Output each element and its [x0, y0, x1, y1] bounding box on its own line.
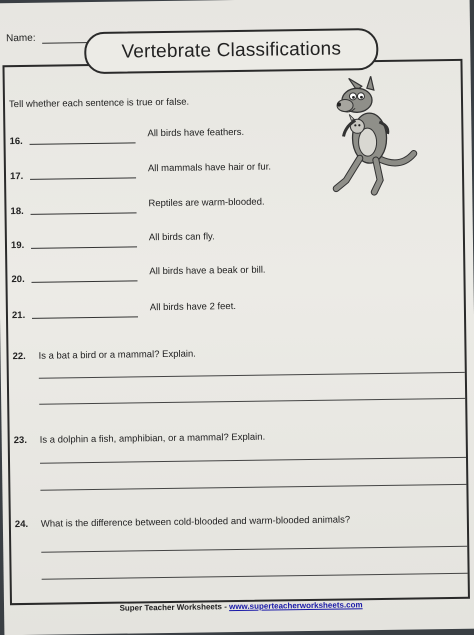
- footer-separator: -: [222, 602, 229, 611]
- tf-item-number: 19.: [11, 240, 24, 251]
- tf-item-text: All birds can fly.: [149, 231, 215, 243]
- footer-brand: Super Teacher Worksheets: [119, 602, 222, 612]
- tf-item-text: All birds have 2 feet.: [150, 301, 236, 313]
- title-box: [84, 28, 379, 74]
- tf-item-text: Reptiles are warm-blooded.: [148, 197, 264, 210]
- tf-item-text: All birds have a beak or bill.: [149, 265, 265, 278]
- question-text: Is a dolphin a fish, amphibian, or a mammal? Explain.: [40, 432, 266, 446]
- footer-link[interactable]: www.superteacherworksheets.com: [229, 600, 363, 611]
- question-number: 22.: [12, 351, 25, 362]
- tf-item-number: 16.: [9, 136, 22, 147]
- instructions: Tell whether each sentence is true or false.: [9, 97, 189, 111]
- question-text: What is the difference between cold-blooded and warm-blooded animals?: [41, 514, 350, 529]
- tf-item-number: 17.: [10, 171, 23, 182]
- name-label: Name:: [6, 33, 36, 44]
- question-text: Is a bat a bird or a mammal? Explain.: [38, 349, 195, 362]
- page-title: Vertebrate Classifications: [121, 39, 341, 64]
- tf-item-number: 18.: [10, 206, 23, 217]
- question-number: 24.: [15, 519, 28, 530]
- tf-item-text: All birds have feathers.: [147, 127, 244, 139]
- tf-item-number: 21.: [12, 310, 25, 321]
- kangaroo-illustration: [327, 75, 421, 196]
- question-number: 23.: [14, 435, 27, 446]
- tf-item-text: All mammals have hair or fur.: [148, 162, 271, 175]
- tf-item-number: 20.: [11, 274, 24, 285]
